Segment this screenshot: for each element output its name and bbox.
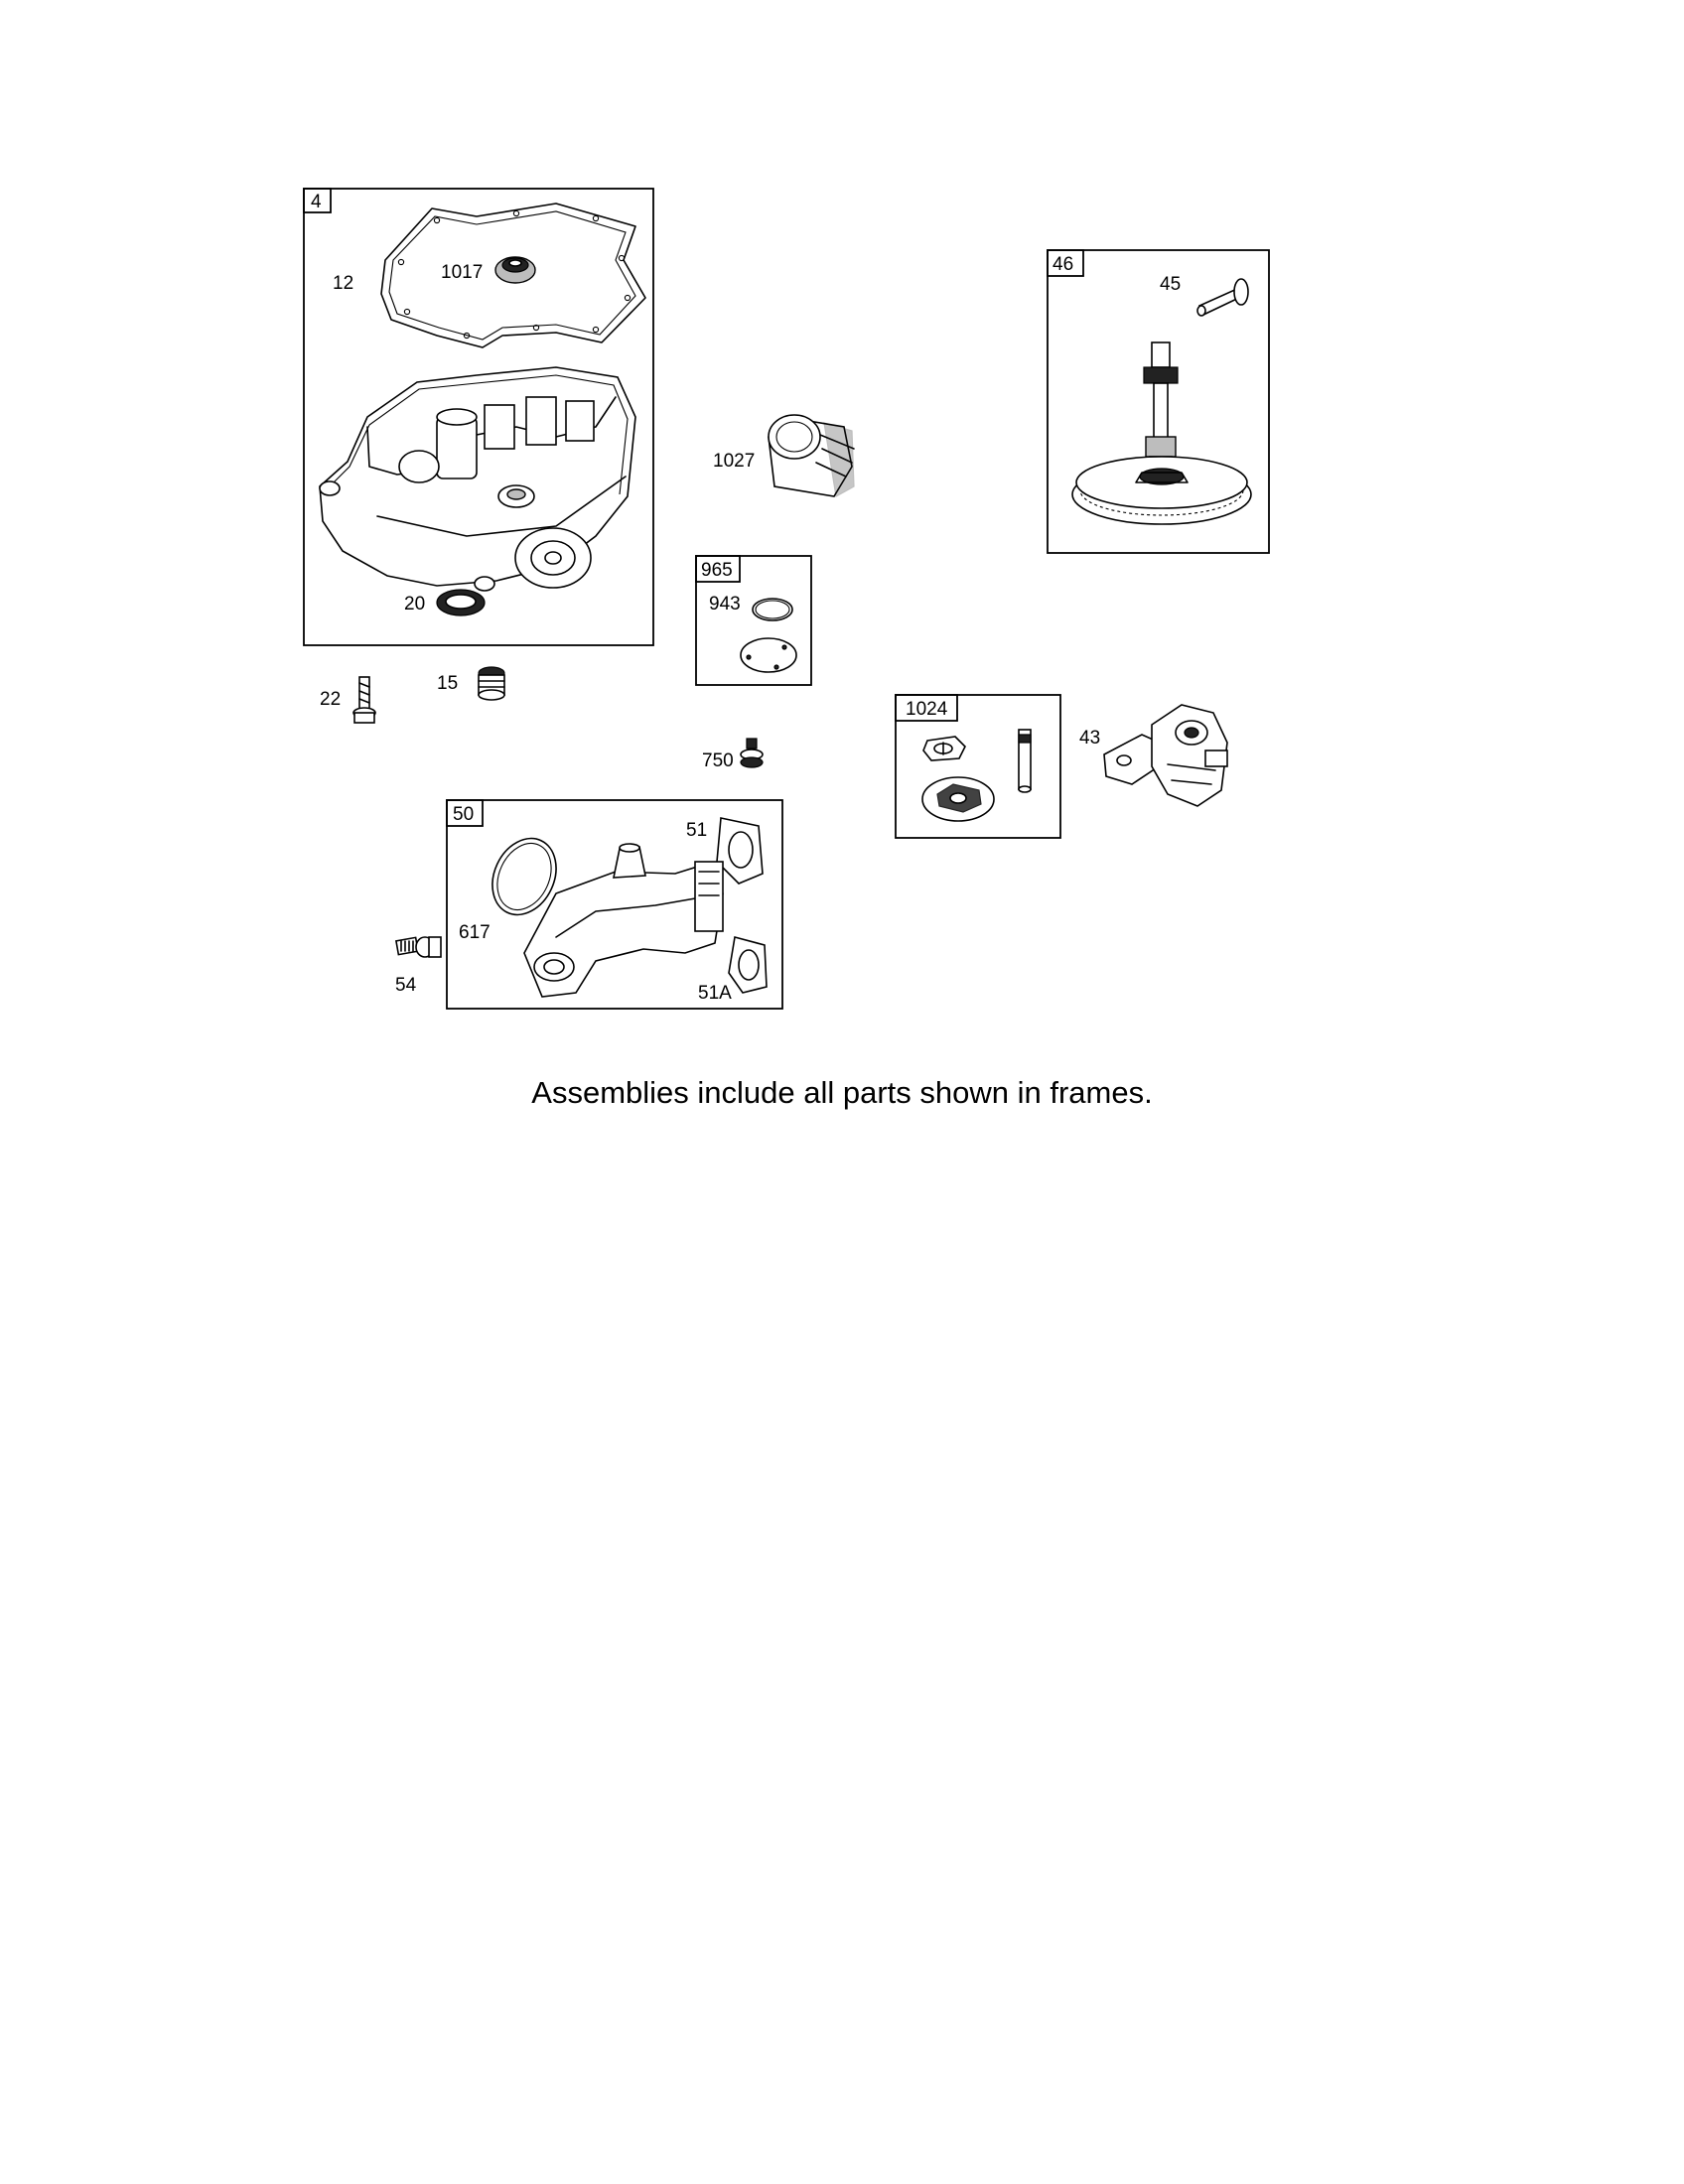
governor-shaft-part — [1144, 342, 1178, 471]
oil-pump-part — [1079, 705, 1227, 806]
frame-1024-assembly — [896, 695, 1060, 838]
frame-965-label: 965 — [701, 560, 733, 581]
bolt-54-part — [395, 937, 441, 996]
part-label-1017: 1017 — [441, 262, 484, 283]
assemblies-note: Assemblies include all parts shown in frames. — [531, 1075, 1153, 1110]
part-label-22: 22 — [320, 689, 342, 710]
oil-seal-part — [437, 590, 485, 615]
pin-part — [1197, 279, 1248, 316]
frame-4-assembly — [304, 189, 653, 645]
frame-50-assembly — [447, 800, 782, 1009]
frame-46-assembly — [1048, 250, 1269, 553]
inner-rotor-part — [923, 737, 965, 760]
plug-15-part — [437, 667, 504, 700]
part-label-43: 43 — [1079, 728, 1101, 749]
gasket-51-part — [717, 818, 763, 884]
part-label-51A: 51A — [698, 983, 732, 1004]
frame-46-label: 46 — [1052, 254, 1074, 275]
part-label-12: 12 — [333, 273, 354, 294]
plug-750-part — [702, 739, 763, 771]
part-label-15: 15 — [437, 673, 459, 694]
oil-filter-part — [713, 415, 854, 496]
frame-1024-label: 1024 — [906, 699, 948, 720]
bolt-22-part — [320, 677, 375, 723]
cover-plate-part — [741, 638, 796, 672]
seal-part — [495, 257, 535, 283]
o-ring-part — [753, 599, 792, 620]
frame-965-assembly — [696, 556, 811, 685]
crankcase-cover-part — [320, 367, 635, 591]
governor-gear-part — [1072, 457, 1251, 524]
intake-manifold-part — [524, 844, 723, 997]
pump-shaft-part — [1019, 730, 1031, 792]
part-label-617: 617 — [459, 922, 491, 943]
part-label-1027: 1027 — [713, 451, 756, 472]
part-label-750: 750 — [702, 751, 734, 771]
outer-rotor-part — [922, 777, 994, 821]
part-label-45: 45 — [1160, 274, 1182, 295]
part-label-51: 51 — [686, 820, 708, 841]
frame-4-label: 4 — [311, 192, 322, 212]
part-label-943: 943 — [709, 594, 741, 614]
gasket-51A-part — [729, 937, 767, 993]
part-label-20: 20 — [404, 594, 426, 614]
part-label-54: 54 — [395, 975, 417, 996]
frame-50-label: 50 — [453, 804, 475, 825]
